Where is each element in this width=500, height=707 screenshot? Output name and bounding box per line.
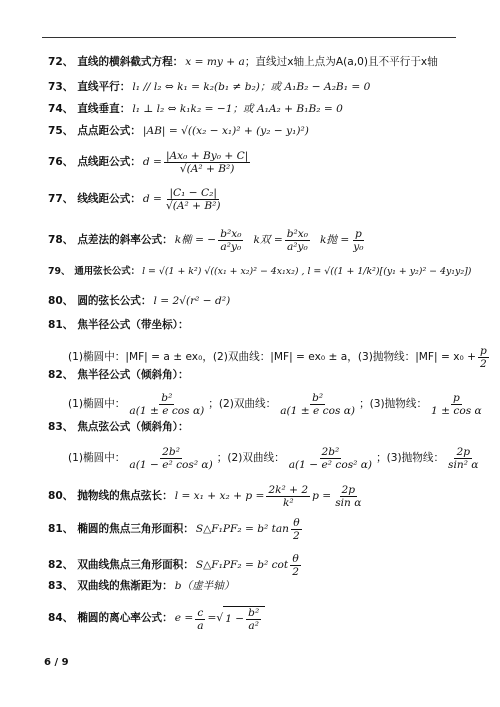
fraction: $\frac{c}{a}$ xyxy=(197,606,204,632)
page-number: 6 / 9 xyxy=(44,657,69,668)
fraction: $\frac{\text{b²}}{\text{a(1 ± e cos α)}}$ xyxy=(129,392,205,418)
formula-83-body: (1)椭圆中： $\frac{\text{2b²}}{\text{a(1 − e² cos² α)}}$ ；(2)双曲线： $\frac{\text{2b²}}{\text{a(1 − e² cos² α)}}$ ；(3)抛物线： $\frac{2p}{\text{sin² α}}$ xyxy=(68,446,479,472)
formula-82b: 82、 双曲线焦点三角形面积： S△F₁PF₂ = b² cot $\frac{\theta}{2}$ xyxy=(48,553,299,579)
fraction: $\frac{p}{\text{1 ± cos α}}$ xyxy=(431,392,482,418)
fraction: $\frac{\text{b²x₀}}{\text{a²y₀}}$ xyxy=(286,228,308,254)
fraction: $\frac{\text{|Ax₀ + By₀ + C|}}{\text{√(A² + B²)}}$ xyxy=(165,150,249,176)
formula-72: 72、 直线的横斜截式方程： x = my + a ；直线过x轴上点为A(a,0)且不平行于x轴 xyxy=(48,56,438,68)
formula-73: 73、 直线平行： l₁ // l₂ ⇔ k₁ = k₂(b₁ ≠ b₂)；或 A₁B₂ − A₂B₁ = 0 xyxy=(48,81,371,93)
formula-77: 77、 线线距公式： d = $\frac{\text{|C₁ − C₂|}}{\text{√(A² + B²)}}$ xyxy=(48,187,221,213)
formula-79: 79、 通用弦长公式： l = √(1 + k²) √((x₁ + x₂)² − 4x₁x₂) , l = √((1 + 1/k²)[(y₁ + y₂)² − 4y₁y₂]) xyxy=(48,266,472,277)
fraction: $\frac{2p}{\text{sin α}}$ xyxy=(335,484,362,510)
formula-82-title: 82、 焦半径公式（倾斜角）： xyxy=(48,369,189,381)
formula-74: 74、 直线垂直： l₁ ⊥ l₂ ⇔ k₁k₂ = −1；或 A₁A₂ + B₁B₂ = 0 xyxy=(48,103,343,115)
formula-81b: 81、 椭圆的焦点三角形面积： S△F₁PF₂ = b² tan $\frac{\theta}{2}$ xyxy=(48,517,300,543)
fraction: $\frac{p}{2}$ xyxy=(479,345,487,371)
formula-80b: 80、 抛物线的焦点弦长： l = x₁ + x₂ + p = $\frac{\text{2k² + 2}}{\text{k²}}$ p = $\frac{2p}{\text{sin α}}$ xyxy=(48,484,362,510)
fraction: $\frac{\text{b²x₀}}{\text{a²y₀}}$ xyxy=(220,228,242,254)
formula-80a: 80、 圆的弦长公式： l = 2√(r² − d²) xyxy=(48,295,231,307)
formula-76: 76、 点线距公式： d = $\frac{\text{|Ax₀ + By₀ + C|}}{\text{√(A² + B²)}}$ xyxy=(48,150,249,176)
formula-81-body: (1)椭圆中：|MF| = a ± ex₀， (2)双曲线：|MF| = ex₀ ± a， (3)抛物线：|MF| = x₀ + $\frac{p}{2}$ xyxy=(68,345,487,371)
header-rule xyxy=(42,37,456,38)
formula-84: 84、 椭圆的离心率公式： e = $\frac{c}{a}$ = √ 1 − $\frac{\text{b²}}{\text{a²}}$ xyxy=(48,606,470,632)
formula-83-title: 83、 焦点弦公式（倾斜角）： xyxy=(48,421,189,433)
fraction: $\frac{p}{\text{y₀}}$ xyxy=(353,228,364,254)
fraction: $\frac{\text{2b²}}{\text{a(1 − e² cos² α)}}$ xyxy=(288,446,373,472)
fraction: $\frac{\text{b²}}{\text{a(1 ± e cos α)}}$ xyxy=(280,392,356,418)
fraction: $\frac{2p}{\text{sin² α}}$ xyxy=(448,446,479,472)
formula-81-title: 81、 焦半径公式（带坐标）： xyxy=(48,319,189,331)
fraction: $\frac{\text{2b²}}{\text{a(1 − e² cos² α)}}$ xyxy=(129,446,213,472)
formula-82-body: (1)椭圆中： $\frac{\text{b²}}{\text{a(1 ± e cos α)}}$ ；(2)双曲线： $\frac{\text{b²}}{\text{a(1 ± e cos α)}}$ ；(3)抛物线： $\frac{p}{\text{1 ± cos α}}$ xyxy=(68,392,482,418)
sqrt-expression: √ 1 − $\frac{\text{b²}}{\text{a²}}$ xyxy=(216,606,265,632)
fraction: $\frac{\text{2k² + 2}}{\text{k²}}$ xyxy=(268,484,309,510)
formula-78: 78、 点差法的斜率公式： k椭 = − $\frac{\text{b²x₀}}{\text{a²y₀}}$ k双 = $\frac{\text{b²x₀}}{\text{a²y₀}}$ k抛 = $\frac{p}{\text{y₀}}$ xyxy=(48,228,364,254)
fraction: $\frac{\theta}{2}$ xyxy=(292,553,299,579)
formula-83b: 83、 双曲线的焦渐距为： b（虚半轴） xyxy=(48,580,235,592)
fraction: $\frac{\text{|C₁ − C₂|}}{\text{√(A² + B²)}}$ xyxy=(165,187,221,213)
fraction: $\frac{\text{b²}}{\text{a²}}$ xyxy=(248,607,260,633)
fraction: $\frac{\theta}{2}$ xyxy=(293,517,300,543)
formula-75: 75、 点点距公式： |AB| = √((x₂ − x₁)² + (y₂ − y₁)²) xyxy=(48,125,309,137)
